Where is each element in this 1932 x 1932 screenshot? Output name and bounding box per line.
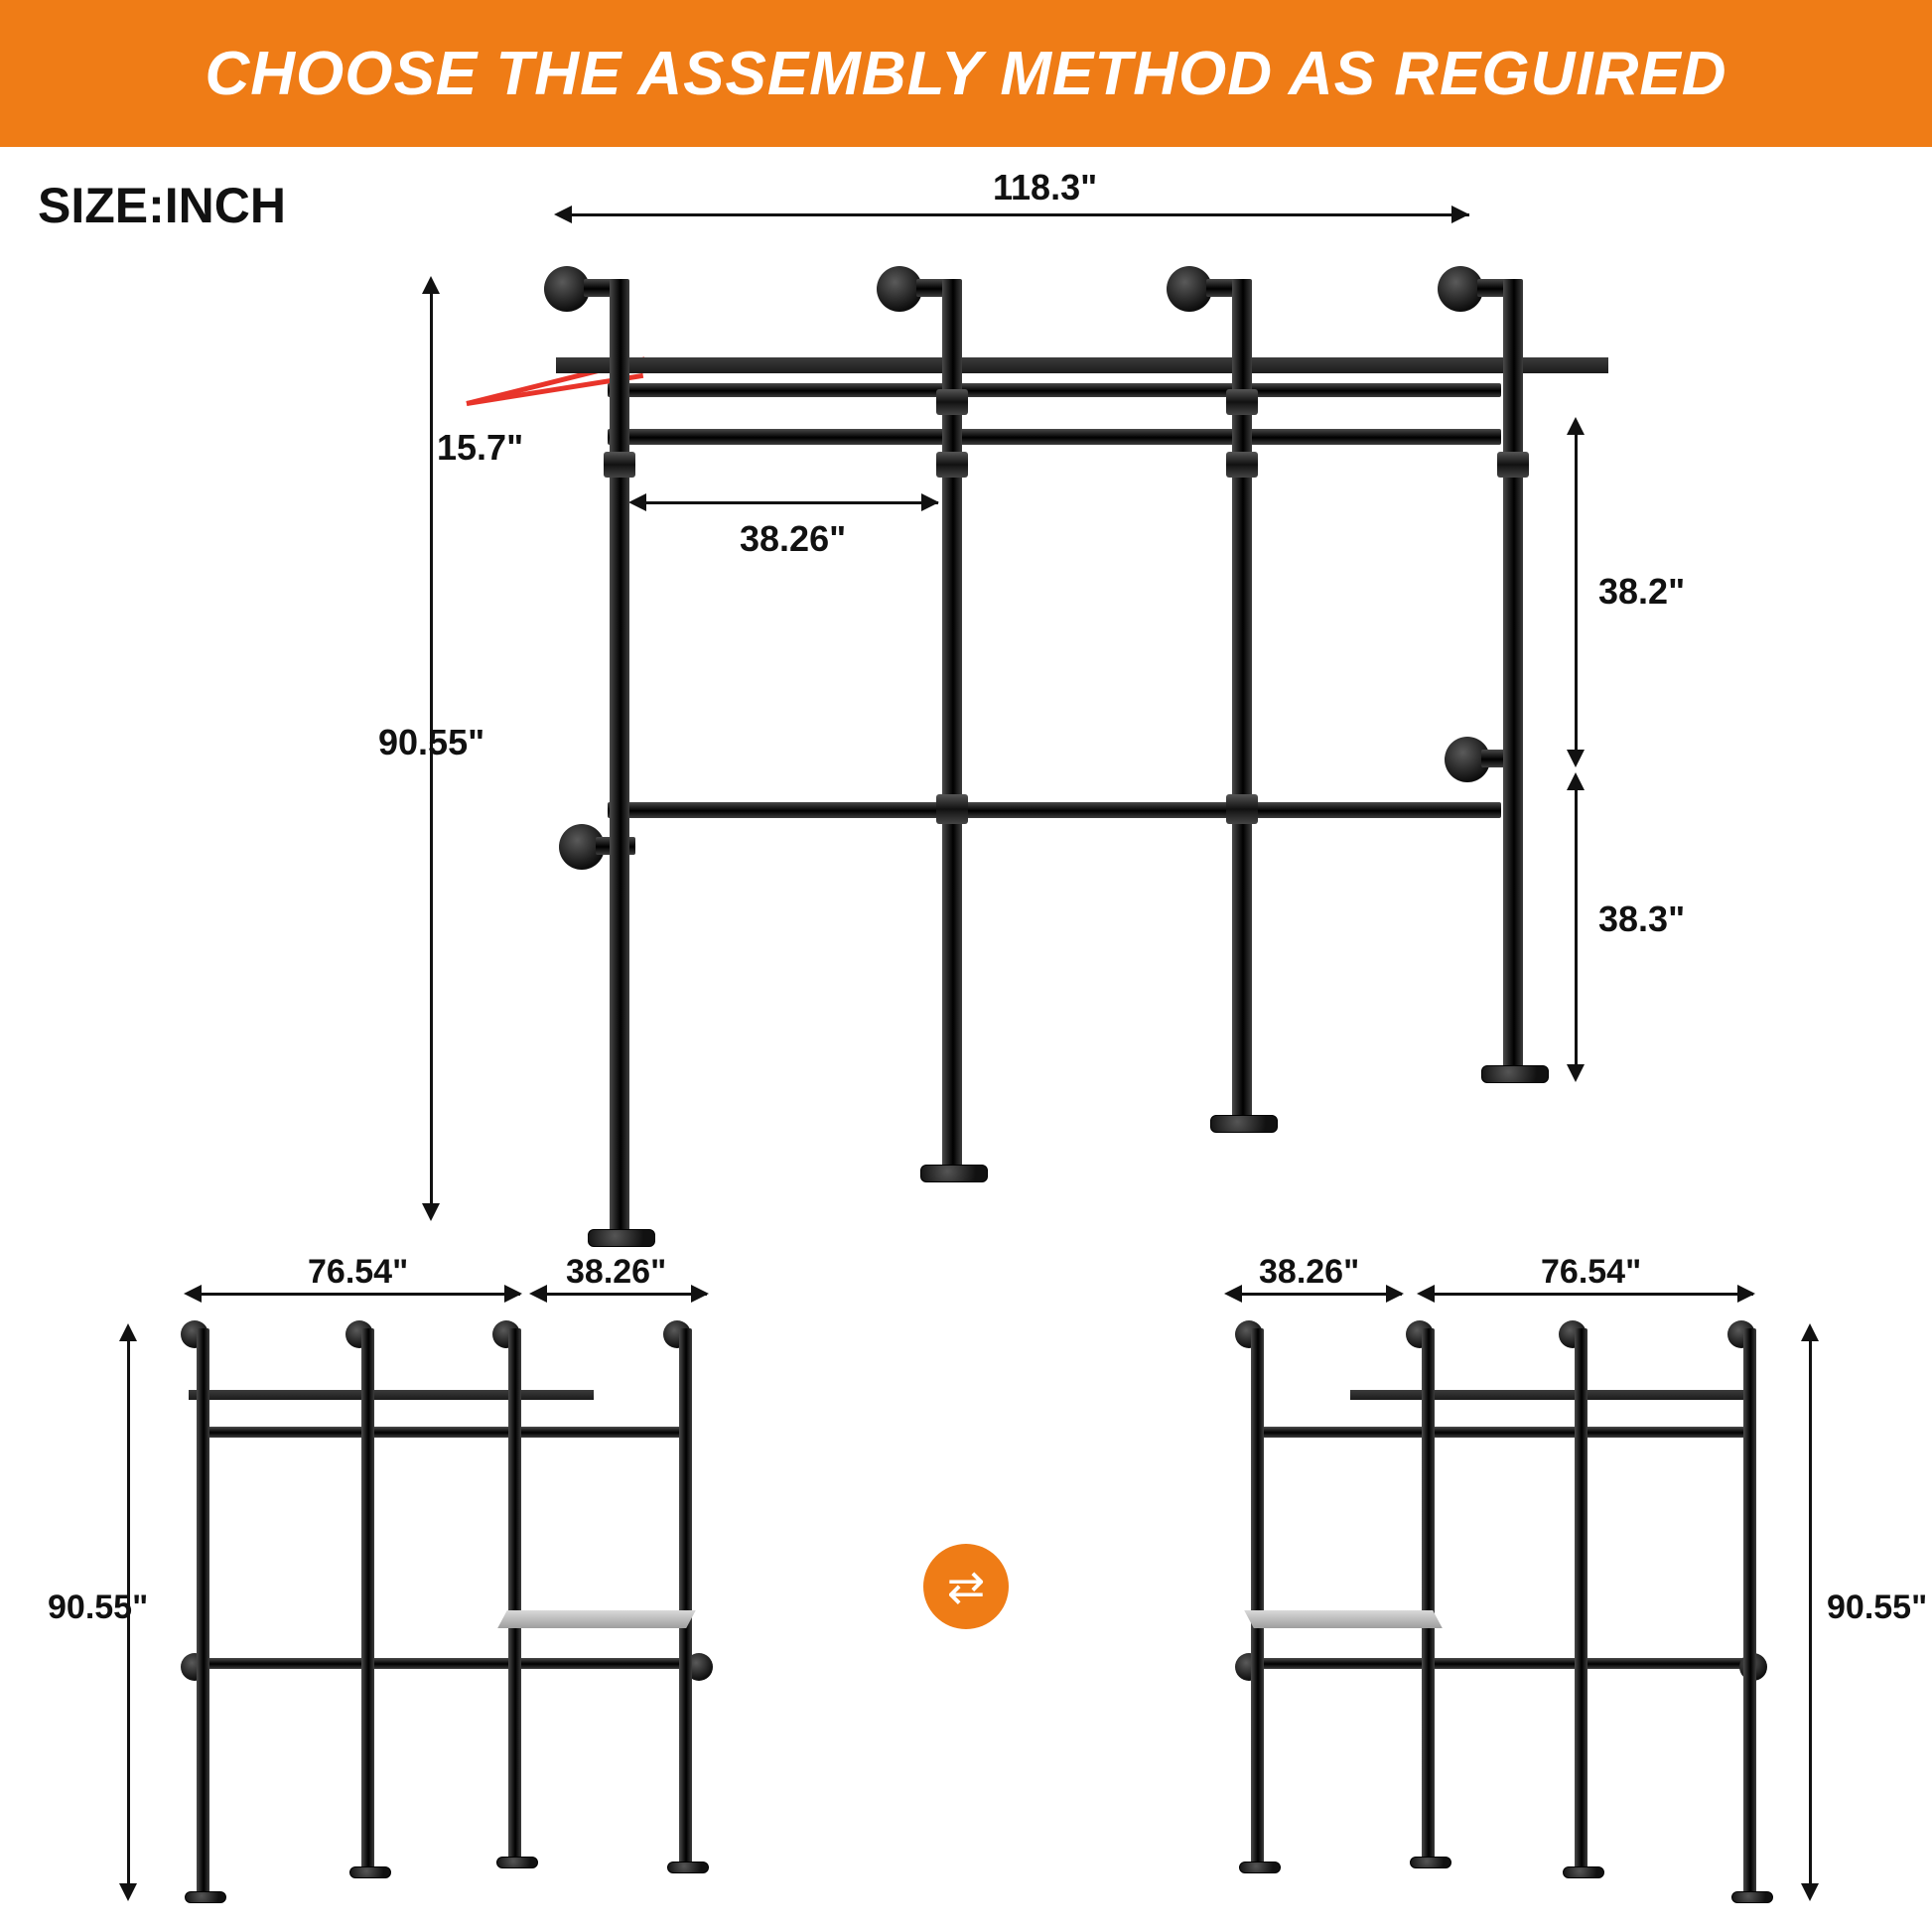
left-base-flange-4	[667, 1862, 709, 1873]
dim-arrow-up	[422, 276, 440, 294]
dim-left-long-span: 76.54"	[308, 1253, 409, 1291]
dim-upper-section: 38.2"	[1598, 571, 1686, 612]
swap-arrows-icon: ⇄	[946, 1561, 986, 1612]
coupling-2c	[936, 794, 968, 824]
right-base-flange-2	[1410, 1857, 1451, 1868]
left-upper-rail	[197, 1427, 685, 1438]
right-base-flange-3	[1563, 1866, 1604, 1878]
right-top-shelf	[1350, 1390, 1755, 1400]
dim-overall-width: 118.3"	[993, 167, 1098, 207]
dim-arrow-bay-left	[628, 493, 646, 511]
coupling-4a	[1497, 452, 1529, 478]
upper-rail	[608, 429, 1501, 445]
dim-right-short-span: 38.26"	[1259, 1253, 1360, 1291]
dim-overall-height: 90.55"	[378, 722, 485, 762]
right-post-1	[1251, 1328, 1264, 1864]
banner-title: CHOOSE THE ASSEMBLY METHOD AS REGUIRED	[205, 39, 1727, 108]
dim-line-right-height	[1809, 1335, 1812, 1891]
dim-line-bay-width	[635, 501, 938, 504]
coupling-1a	[604, 452, 635, 478]
dim-shelf-depth: 15.7"	[437, 427, 524, 468]
right-corner-shelf	[1244, 1610, 1443, 1628]
coupling-2b	[936, 452, 968, 478]
dim-arrow-bay-right	[921, 493, 939, 511]
dim-lower-section: 38.3"	[1598, 898, 1686, 939]
dim-arrow-l5	[119, 1323, 137, 1341]
base-flange-3	[1210, 1115, 1278, 1133]
right-post-3	[1575, 1328, 1587, 1869]
left-post-1	[197, 1328, 209, 1894]
dim-arrow-down-2	[1567, 750, 1585, 767]
dim-line-left-short	[536, 1293, 707, 1296]
right-upper-rail	[1257, 1427, 1745, 1438]
dim-arrow-down	[422, 1203, 440, 1221]
swap-badge[interactable]	[923, 1544, 1009, 1629]
header-banner	[0, 0, 1932, 147]
dim-line-upper-section	[1575, 429, 1578, 757]
coupling-3b	[1226, 452, 1258, 478]
dim-line-right-short	[1231, 1293, 1402, 1296]
left-base-flange-3	[496, 1857, 538, 1868]
right-base-flange-1	[1239, 1862, 1281, 1873]
coupling-3a	[1226, 389, 1258, 415]
dim-bay-width: 38.26"	[740, 518, 847, 559]
dim-left-short-span: 38.26"	[566, 1253, 667, 1291]
dim-arrow-r5	[1801, 1323, 1819, 1341]
left-base-flange-2	[349, 1866, 391, 1878]
size-unit-label: SIZE:INCH	[38, 178, 286, 233]
left-corner-shelf	[497, 1610, 696, 1628]
dim-right-height: 90.55"	[1827, 1588, 1928, 1626]
coupling-3c	[1226, 794, 1258, 824]
left-post-4	[679, 1328, 692, 1864]
dim-line-right-long	[1424, 1293, 1753, 1296]
dim-line-lower-section	[1575, 784, 1578, 1072]
dim-line-left-long	[191, 1293, 520, 1296]
dim-arrow-l6	[119, 1883, 137, 1901]
left-top-shelf	[189, 1390, 594, 1400]
dim-left-height: 90.55"	[48, 1588, 149, 1626]
dim-arrow-l1	[184, 1285, 202, 1303]
coupling-2a	[936, 389, 968, 415]
base-flange-4	[1481, 1065, 1549, 1083]
post-1	[610, 279, 629, 1232]
right-base-flange-4	[1731, 1891, 1773, 1903]
dim-arrow-left	[554, 206, 572, 223]
left-post-3	[508, 1328, 521, 1860]
top-rail	[608, 383, 1501, 397]
dim-right-long-span: 76.54"	[1541, 1253, 1642, 1291]
dim-arrow-r4	[1737, 1285, 1755, 1303]
right-post-2	[1422, 1328, 1435, 1860]
lower-rail	[608, 802, 1501, 818]
dim-arrow-l2	[504, 1285, 522, 1303]
base-flange-2	[920, 1165, 988, 1182]
right-post-4	[1743, 1328, 1756, 1894]
dim-arrow-l4	[691, 1285, 709, 1303]
top-shelf-board	[556, 357, 1608, 373]
left-base-flange-1	[185, 1891, 226, 1903]
dim-arrow-up-2	[1567, 417, 1585, 435]
dim-arrow-r3	[1417, 1285, 1435, 1303]
dim-line-overall-width	[561, 213, 1469, 216]
base-flange-1	[588, 1229, 655, 1247]
dim-arrow-down-3	[1567, 1064, 1585, 1082]
right-lower-rail	[1257, 1658, 1745, 1669]
dim-arrow-r6	[1801, 1883, 1819, 1901]
dim-arrow-up-3	[1567, 772, 1585, 790]
dim-arrow-right	[1451, 206, 1469, 223]
dim-arrow-r2	[1386, 1285, 1404, 1303]
left-lower-rail	[197, 1658, 685, 1669]
dim-arrow-r1	[1224, 1285, 1242, 1303]
post-4	[1503, 279, 1523, 1068]
left-post-2	[361, 1328, 374, 1869]
dim-arrow-l3	[529, 1285, 547, 1303]
